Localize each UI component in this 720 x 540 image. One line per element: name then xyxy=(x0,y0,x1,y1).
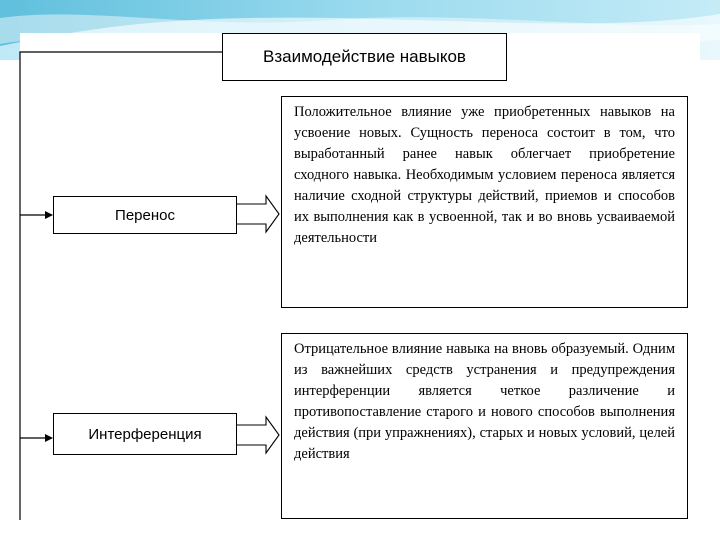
interference-description: Отрицательное влияние навыка на вновь образуемый. Одним из важнейших средств устранения и предупреждения интерференции является четкое различение и противопоставление старого и нового способов выполнения действия (при упражнениях), старых и новых условий, целей действия xyxy=(294,341,675,462)
transfer-description: Положительное влияние уже приобретенных навыков на усвоение новых. Сущность переноса состоит в том, что выработанный ранее навык облегчает приобретение сходного навыка. Необходимым условием переноса является наличие сходной структуры действий, приемов и способов их выполнения как в усвоенной, так и во вновь усваиваемой деятельности xyxy=(294,104,675,246)
interference-description-node xyxy=(281,333,688,519)
transfer-node xyxy=(53,196,237,234)
diagram-title xyxy=(222,33,507,81)
interference-node xyxy=(53,413,237,455)
diagram-title-text: Взаимодействие навыков xyxy=(263,47,466,66)
transfer-description-node xyxy=(281,96,688,308)
transfer-label: Перенос xyxy=(115,206,175,224)
interference-label: Интерференция xyxy=(88,425,202,443)
